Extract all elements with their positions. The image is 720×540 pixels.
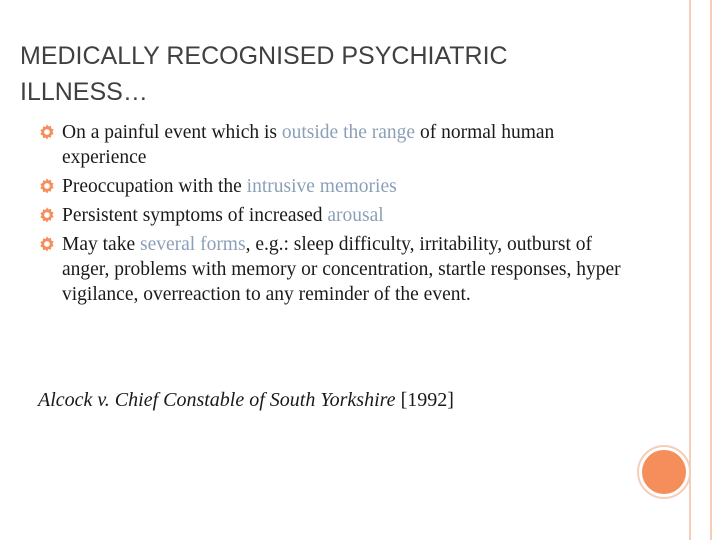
bullet-item-2 [38,174,638,199]
accent-circle-decoration [642,450,686,494]
bullet-item-1 [38,120,638,170]
frame-line-right [710,0,712,540]
bullet-3-text-start: Persistent symptoms of increased [62,205,328,226]
gear-icon [38,177,56,195]
case-name: Alcock v. Chief Constable of South Yorkshire [38,389,396,411]
bullet-2-highlight: intrusive memories [246,176,397,197]
bullet-2-text-start: Preoccupation with the [62,176,247,197]
gear-icon [38,123,56,141]
frame-line-left [689,0,691,540]
bullet-item-3 [38,203,638,228]
title-line-1: MEDICALLY RECOGNISED PSYCHIATRIC [20,42,508,70]
bullet-1-highlight: outside the range [281,122,416,143]
title-line-2: ILLNESS… [20,78,148,106]
bullet-4-text-start: May take [62,234,140,255]
case-citation [38,387,638,413]
bullet-1-text-start: On a painful event which is [62,122,282,143]
bullet-3-highlight: arousal [327,205,384,226]
slide-title [20,38,660,110]
bullet-item-4 [38,232,638,307]
gear-icon [38,235,56,253]
bullet-list [38,120,638,311]
case-year: [1992] [400,389,454,411]
gear-icon [38,206,56,224]
bullet-4-highlight: several forms [139,234,246,255]
bullet-4-text-end: , e.g.: sleep difficulty, irritability, outburst of anger, problems with memory or concentration, startle responses, hyper vigilance, overreaction to any reminder of the event. [62,234,621,305]
bullet-1-text-end: of normal human experience [62,122,555,168]
